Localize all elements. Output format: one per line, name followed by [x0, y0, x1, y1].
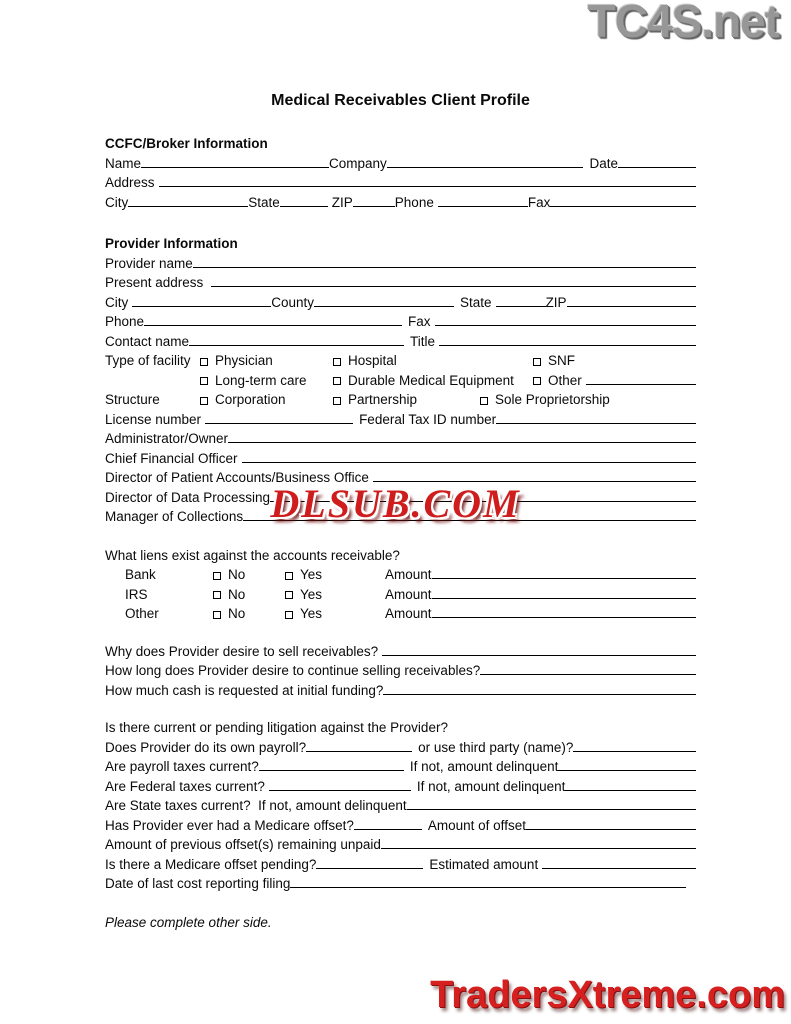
payroll-row — [105, 740, 696, 760]
address-label: Address — [105, 175, 155, 190]
amount-label: Amount — [385, 606, 432, 621]
offset-amount-label: Amount of offset — [427, 817, 526, 833]
federal-tax-id-label: Federal Tax ID number — [359, 411, 497, 427]
checkbox-icon — [480, 397, 488, 405]
payroll-taxes-label: Are payroll taxes current? — [105, 759, 259, 774]
tradersxtreme-watermark: TradersXtreme.com — [430, 974, 785, 1016]
no-label: No — [228, 586, 246, 602]
broker-section-heading: CCFC/Broker Information — [105, 136, 268, 151]
offset-pending-label: Is there a Medicare offset pending? — [105, 856, 317, 872]
medicare-offset-line — [354, 818, 422, 830]
present-address-line — [211, 275, 696, 287]
broker-fax-line — [550, 195, 696, 207]
own-payroll-label: Does Provider do its own payroll? — [105, 739, 307, 755]
option-label: Durable Medical Equipment — [348, 372, 514, 388]
lien-irs-amount-line — [432, 587, 696, 599]
facility-option-dme — [333, 373, 533, 388]
sell-duration-line — [480, 663, 696, 675]
provider-county-line — [314, 295, 454, 307]
license-number-line — [205, 412, 353, 424]
federal-delinquent-line — [565, 779, 696, 791]
federal-taxes-label: Are Federal taxes current? — [105, 778, 265, 794]
federal-taxes-row — [105, 779, 696, 799]
provider-state-line — [496, 295, 546, 307]
broker-city-row — [105, 195, 696, 215]
provider-fax-line — [435, 314, 696, 326]
sell-duration-label: How long does Provider desire to continue selling receivables? — [105, 663, 481, 678]
payroll-taxes-line — [259, 759, 404, 771]
zip-label: ZIP — [545, 294, 567, 310]
contact-title-line — [439, 334, 696, 346]
no-label: No — [228, 567, 246, 582]
broker-date-line — [618, 156, 696, 168]
phone-label: Phone — [394, 194, 434, 210]
zip-label: ZIP — [331, 194, 353, 210]
yes-label: Yes — [300, 606, 323, 621]
facility-type-row-2 — [105, 373, 696, 393]
county-label: County — [271, 294, 315, 310]
cost-filing-row — [105, 876, 696, 896]
broker-name-line — [141, 156, 329, 168]
checkbox-icon — [333, 377, 341, 385]
facility-option-physician — [200, 353, 333, 368]
title-label: Title — [410, 333, 436, 349]
checkbox-icon — [213, 591, 221, 599]
estimated-amount-label: Estimated amount — [429, 856, 539, 872]
administrator-owner-row — [105, 431, 696, 451]
lien-bank-no — [213, 567, 285, 582]
checkbox-icon — [213, 611, 221, 619]
facility-option-snf — [533, 353, 575, 368]
fax-label: Fax — [527, 194, 551, 210]
checkbox-icon — [333, 358, 341, 366]
facility-option-long-term-care — [200, 373, 333, 388]
option-label: Other — [548, 372, 582, 388]
company-label: Company — [329, 155, 387, 171]
federal-delinquent-label: If not, amount delinquent — [416, 778, 566, 794]
option-label: Long-term care — [215, 372, 307, 388]
checkbox-icon — [213, 572, 221, 580]
state-label: State — [248, 194, 280, 210]
lien-bank-label: Bank — [125, 567, 156, 582]
liens-question: What liens exist against the accounts receivable? — [105, 547, 400, 563]
provider-name-row — [105, 256, 696, 276]
checkbox-icon — [200, 358, 208, 366]
medicare-offset-row — [105, 818, 696, 838]
option-label: Hospital — [348, 353, 397, 368]
payroll-delinquent-line — [558, 759, 696, 771]
checkbox-icon — [333, 397, 341, 405]
third-party-label: or use third party (name)? — [418, 739, 574, 755]
offset-amount-line — [526, 818, 696, 830]
cfo-row — [105, 451, 696, 471]
initial-funding-label: How much cash is requested at initial funding? — [105, 682, 384, 698]
provider-name-label: Provider name — [105, 255, 193, 271]
broker-address-row — [105, 175, 696, 195]
city-label: City — [105, 294, 129, 310]
present-address-row — [105, 275, 696, 295]
option-label: Partnership — [348, 392, 418, 407]
lien-row-irs — [105, 587, 696, 607]
checkbox-icon — [200, 397, 208, 405]
cost-filing-line — [290, 876, 686, 888]
structure-option-corporation — [200, 392, 333, 407]
manager-collections-label: Manager of Collections — [105, 509, 244, 524]
broker-city-line — [128, 195, 248, 207]
contact-name-label: Contact name — [105, 333, 190, 349]
sell-reason-row — [105, 644, 696, 664]
amount-label: Amount — [385, 586, 432, 602]
option-label: SNF — [548, 353, 575, 368]
facility-option-other — [533, 373, 582, 388]
provider-phone-row — [105, 314, 696, 334]
litigation-intro: Is there current or pending litigation against the Provider? — [105, 720, 448, 735]
sell-duration-row — [105, 663, 696, 683]
broker-company-line — [387, 156, 584, 168]
lien-irs-no — [213, 587, 285, 602]
broker-zip-line — [353, 195, 395, 207]
yes-label: Yes — [300, 586, 323, 602]
previous-offsets-row — [105, 837, 696, 857]
administrator-owner-line — [228, 431, 696, 443]
contact-name-line — [189, 334, 404, 346]
complete-other-side-note: Please complete other side. — [105, 914, 272, 930]
dlsub-watermark: DLSUB.COM — [270, 481, 521, 526]
contact-name-row — [105, 334, 696, 354]
facility-other-line — [586, 373, 696, 385]
lien-row-bank — [105, 567, 696, 587]
structure-option-sole-proprietorship — [480, 392, 610, 407]
lien-row-other — [105, 606, 696, 626]
lien-other-amount-line — [432, 606, 696, 618]
broker-state-line — [280, 195, 328, 207]
state-taxes-line — [407, 798, 696, 810]
provider-city-row — [105, 295, 696, 315]
provider-zip-line — [567, 295, 696, 307]
type-of-facility-label: Type of facility — [105, 353, 191, 368]
structure-row — [105, 392, 696, 412]
lien-irs-yes — [285, 587, 385, 602]
broker-address-line — [159, 175, 696, 187]
initial-funding-line — [383, 683, 696, 695]
federal-taxes-line — [269, 779, 411, 791]
sell-reason-line — [382, 644, 696, 656]
lien-bank-yes — [285, 567, 385, 582]
broker-phone-line — [438, 195, 528, 207]
medicare-offset-label: Has Provider ever had a Medicare offset? — [105, 817, 354, 833]
checkbox-icon — [285, 611, 293, 619]
present-address-label: Present address — [105, 275, 204, 290]
checkbox-icon — [533, 358, 541, 366]
fax-label: Fax — [408, 314, 431, 329]
lien-irs-label: IRS — [125, 586, 148, 602]
state-taxes-row — [105, 798, 696, 818]
estimated-amount-line — [542, 857, 696, 869]
option-label: Sole Proprietorship — [495, 392, 610, 407]
checkbox-icon — [533, 377, 541, 385]
lien-other-yes — [285, 606, 385, 621]
structure-label: Structure — [105, 392, 160, 407]
state-label: State — [460, 294, 492, 310]
checkbox-icon — [285, 572, 293, 580]
page-title: Medical Receivables Client Profile — [271, 92, 530, 109]
federal-tax-id-line — [496, 412, 696, 424]
checkbox-icon — [200, 377, 208, 385]
provider-name-line — [193, 256, 696, 268]
lien-other-no — [213, 606, 285, 621]
option-label: Corporation — [215, 392, 286, 407]
checkbox-icon — [285, 591, 293, 599]
previous-offsets-line — [381, 837, 696, 849]
name-label: Name — [105, 155, 142, 171]
option-label: Physician — [215, 353, 273, 368]
date-label: Date — [589, 155, 618, 171]
cost-filing-label: Date of last cost reporting filing — [105, 876, 291, 891]
offset-pending-line — [316, 857, 423, 869]
director-patient-accounts-label: Director of Patient Accounts/Business Office — [105, 470, 369, 485]
city-label: City — [105, 194, 129, 210]
state-taxes-label: Are State taxes current? If not, amount delinquent — [105, 798, 407, 813]
initial-funding-row — [105, 683, 696, 703]
provider-city-line — [132, 295, 271, 307]
sell-reason-label: Why does Provider desire to sell receivables? — [105, 643, 379, 659]
director-data-processing-label: Director of Data Processing — [105, 489, 271, 505]
yes-label: Yes — [300, 567, 323, 582]
third-party-line — [573, 740, 696, 752]
lien-bank-amount-line — [432, 567, 696, 579]
own-payroll-line — [306, 740, 412, 752]
tc4s-watermark: TC4S.net — [587, 0, 779, 47]
license-number-label: License number — [105, 411, 202, 427]
phone-label: Phone — [105, 314, 145, 329]
payroll-taxes-row — [105, 759, 696, 779]
provider-section-heading: Provider Information — [105, 236, 238, 251]
broker-name-row — [105, 156, 696, 176]
cfo-line — [242, 451, 696, 463]
structure-option-partnership — [333, 392, 480, 407]
amount-label: Amount — [385, 567, 432, 582]
cfo-label: Chief Financial Officer — [105, 450, 238, 466]
previous-offsets-label: Amount of previous offset(s) remaining unpaid — [105, 837, 381, 852]
license-row — [105, 412, 696, 432]
facility-type-row-1 — [105, 353, 696, 373]
no-label: No — [228, 606, 246, 621]
payroll-delinquent-label: If not, amount delinquent — [409, 759, 559, 774]
facility-option-hospital — [333, 353, 533, 368]
administrator-owner-label: Administrator/Owner — [105, 431, 229, 446]
lien-other-label: Other — [125, 606, 159, 621]
offset-pending-row — [105, 857, 696, 877]
provider-phone-line — [144, 314, 402, 326]
